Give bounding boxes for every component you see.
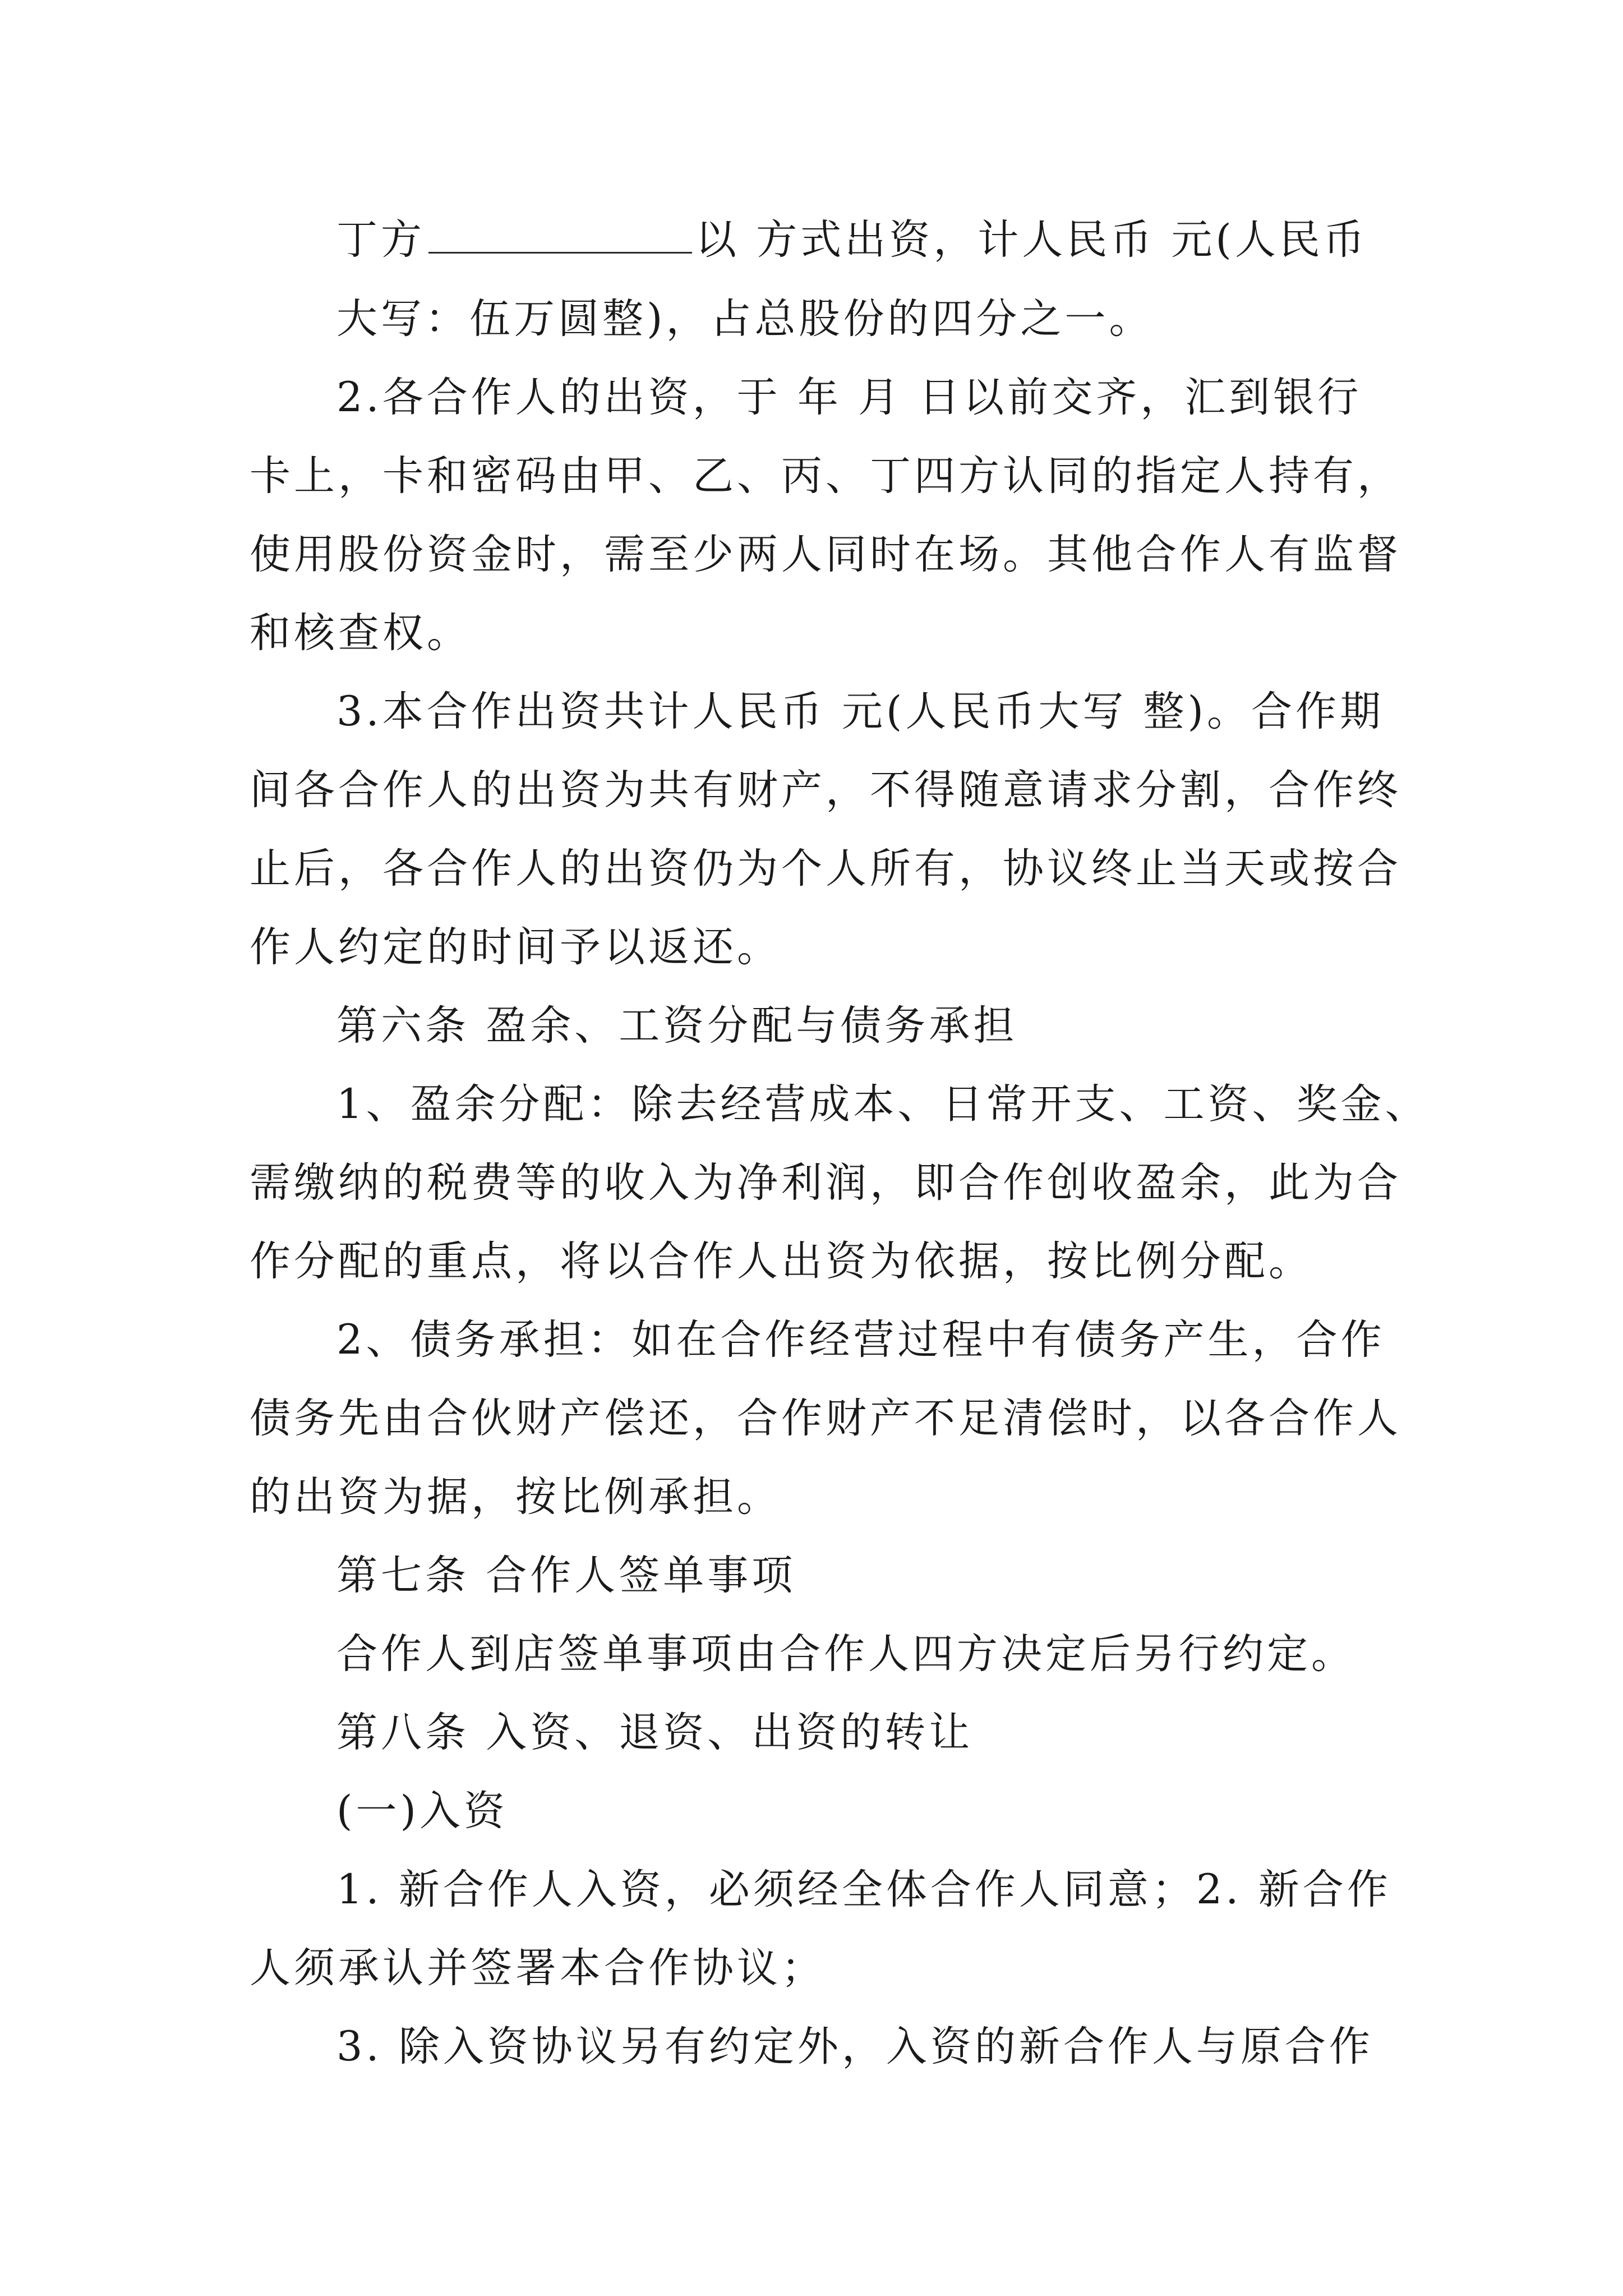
text-segment: 丁方 (336, 216, 425, 264)
text-line: 2、债务承担：如在合作经营过程中有债务产生，合作 (336, 1316, 1385, 1364)
text-line: 作人约定的时间予以返还。 (250, 923, 781, 971)
section-heading: 第七条 合作人签单事项 (336, 1552, 796, 1599)
text-line: 使用股份资金时，需至少两人同时在场。其他合作人有监督 (250, 531, 1401, 578)
text-line: 大写：伍万圆整)，占总股份的四分之一。 (336, 295, 1154, 343)
text-line: 间各合作人的出资为共有财产，不得随意请求分割，合作终 (250, 766, 1401, 814)
subsection-heading: (一)入资 (336, 1787, 508, 1835)
text-line: 需缴纳的税费等的收入为净利润，即合作创收盈余，此为合 (250, 1159, 1401, 1207)
section-heading: 第八条 入资、退资、出资的转让 (336, 1709, 974, 1756)
text-line: 2.各合作人的出资，于 年 月 日以前交齐，汇到银行 (336, 374, 1362, 421)
fill-in-blank (428, 216, 692, 254)
text-line: 人须承认并签署本合作协议； (250, 1944, 826, 1992)
text-line: 的出资为据，按比例承担。 (250, 1473, 781, 1521)
text-line: 合作人到店签单事项由合作人四方决定后另行约定。 (336, 1630, 1355, 1678)
text-line (336, 212, 1368, 268)
text-line: 1、盈余分配：除去经营成本、日常开支、工资、奖金、 (336, 1080, 1430, 1128)
text-line: 卡上，卡和密码由甲、乙、丙、丁四方认同的指定人持有， (250, 452, 1401, 500)
text-segment: 以 方式出资，计人民币 元(人民币 (695, 216, 1368, 264)
text-line: 1. 新合作人入资，必须经全体合作人同意；2. 新合作 (336, 1866, 1391, 1913)
text-line: 止后，各合作人的出资仍为个人所有，协议终止当天或按合 (250, 845, 1401, 892)
text-line: 和核查权。 (250, 609, 471, 657)
text-line: 债务先由合伙财产偿还，合作财产不足清偿时，以各合作人 (250, 1395, 1401, 1442)
section-heading: 第六条 盈余、工资分配与债务承担 (336, 1002, 1018, 1050)
text-line: 3. 除入资协议另有约定外，入资的新合作人与原合作 (336, 2023, 1373, 2070)
text-line: 3.本合作出资共计人民币 元(人民币大写 整)。合作期 (336, 688, 1385, 735)
text-line: 作分配的重点，将以合作人出资为依据，按比例分配。 (250, 1237, 1313, 1285)
